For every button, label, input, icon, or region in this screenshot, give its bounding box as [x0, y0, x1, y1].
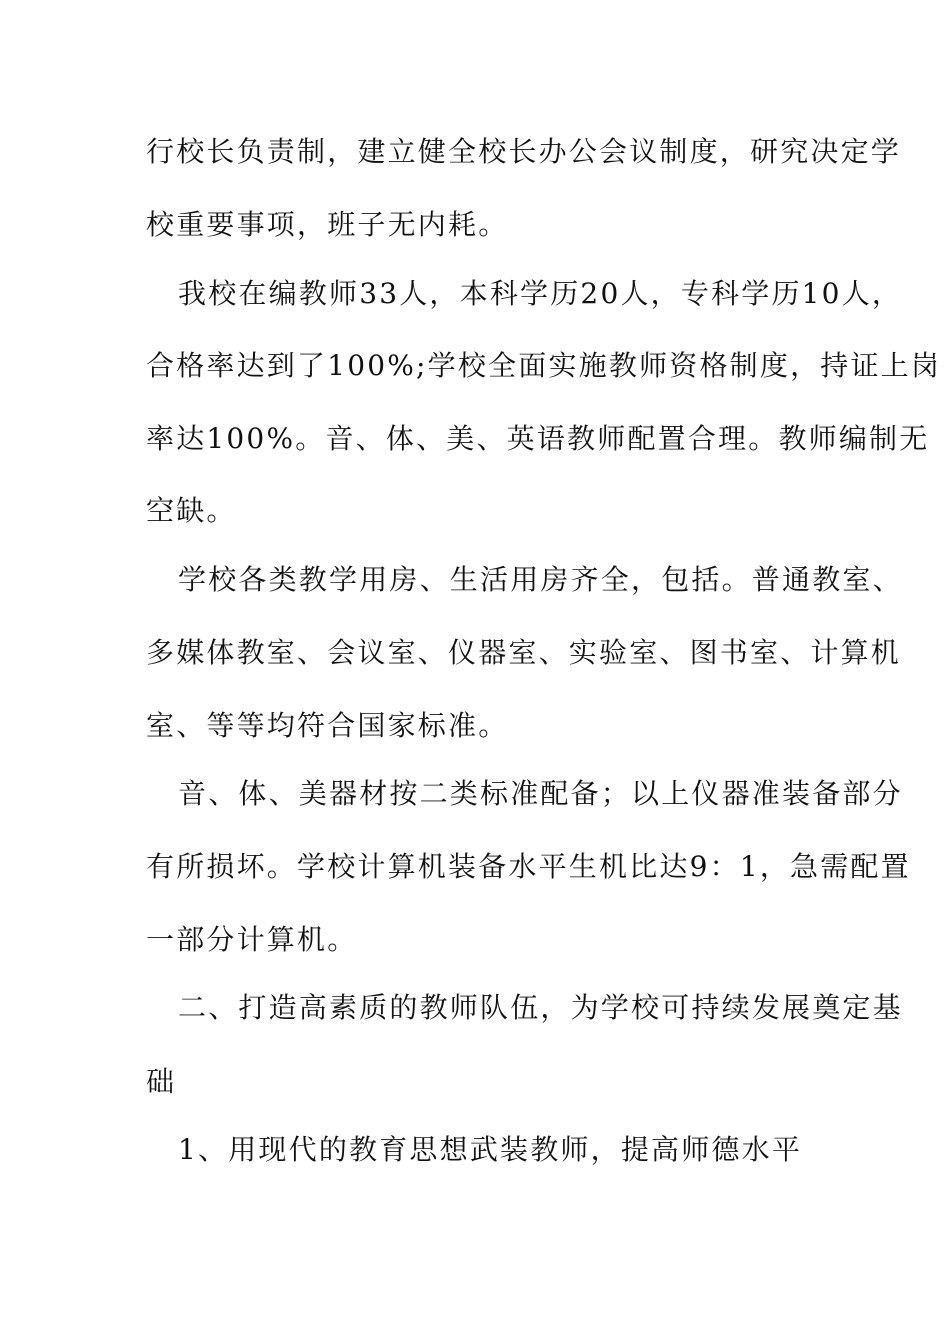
- section-heading-line: 础: [146, 1065, 177, 1098]
- text-line: 室、等等均符合国家标准。: [146, 709, 509, 742]
- text-line: 有所损坏。学校计算机装备水平生机比达9：1，急需配置: [146, 850, 911, 883]
- paragraph-start-line: 音、体、美器材按二类标准配备；以上仪器准装备部分: [178, 777, 903, 810]
- text-line: 合格率达到了100%;学校全面实施教师资格制度，持证上岗: [146, 349, 942, 382]
- subsection-heading-line: 1、用现代的教育思想武装教师，提高师德水平: [178, 1133, 803, 1166]
- paragraph-start-line: 我校在编教师33人，本科学历20人，专科学历10人，: [178, 277, 903, 310]
- text-line: 率达100%。音、体、美、英语教师配置合理。教师编制无: [146, 422, 930, 455]
- text-line: 空缺。: [146, 494, 237, 527]
- text-line: 校重要事项，班子无内耗。: [146, 208, 509, 241]
- text-line: 行校长负责制，建立健全校长办公会议制度，研究决定学: [146, 135, 902, 168]
- paragraph-start-line: 学校各类教学用房、生活用房齐全，包括。普通教室、: [178, 563, 903, 596]
- text-line: 一部分计算机。: [146, 923, 358, 956]
- section-heading-line: 二、打造高素质的教师队伍，为学校可持续发展奠定基: [178, 991, 903, 1024]
- text-line: 多媒体教室、会议室、仪器室、实验室、图书室、计算机: [146, 636, 902, 669]
